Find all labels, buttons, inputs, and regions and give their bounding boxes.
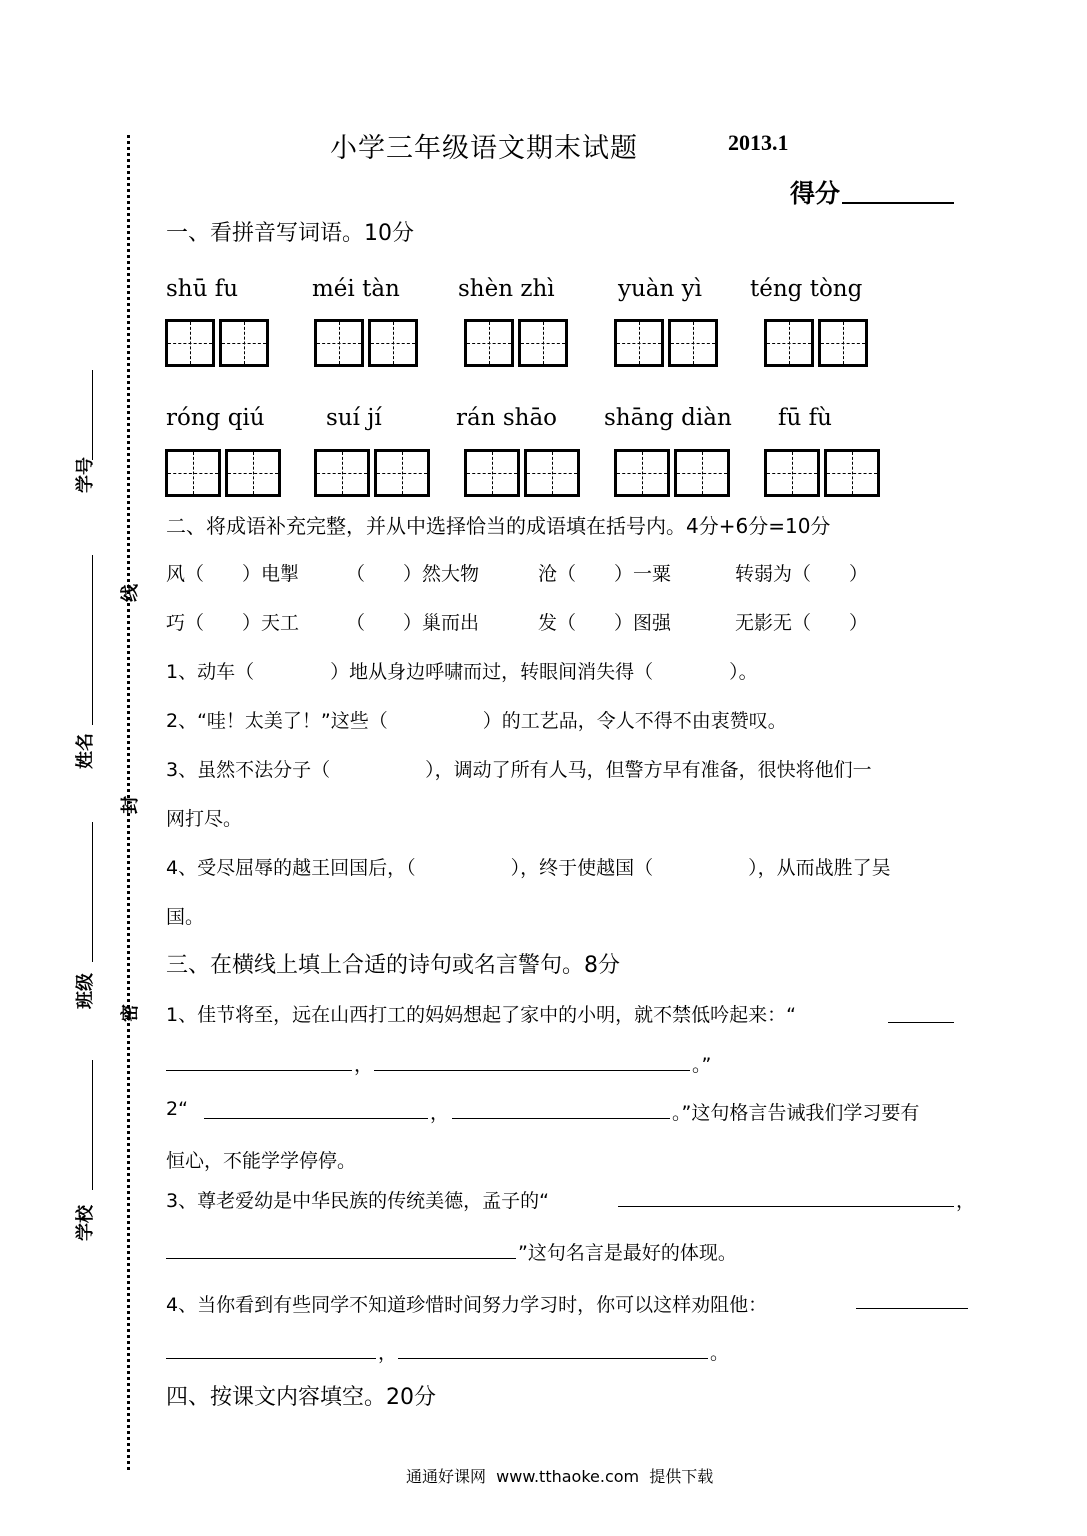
idiom-1[interactable]: 风（ ）电掣 <box>166 563 300 585</box>
poem-comma-3: ， <box>956 1190 976 1212</box>
writing-grid-2[interactable] <box>314 319 422 367</box>
writing-grid-7[interactable] <box>314 449 434 497</box>
footer-watermark: 通通好课网 www.tthaoke.com 提供下载 <box>406 1467 714 1486</box>
idiom-7[interactable]: 发（ ）图强 <box>538 612 672 634</box>
name-label: 姓名 <box>75 733 96 769</box>
pinyin-3: shèn zhì <box>458 276 555 302</box>
pinyin-5: téng tòng <box>750 276 863 302</box>
pinyin-7: suí jí <box>326 405 382 431</box>
idiom-question-1: 1、动车（ ）地从身边呼啸而过，转眼间消失得（ ）。 <box>166 661 758 683</box>
poem-blank-2a[interactable] <box>204 1096 428 1119</box>
poem-end-4: 。 <box>710 1342 730 1364</box>
pinyin-4: yuàn yì <box>618 276 702 302</box>
idiom-5[interactable]: 巧（ ）天工 <box>166 612 300 634</box>
poem-blank-4a[interactable] <box>856 1286 968 1309</box>
idiom-4[interactable]: 转弱为（ ） <box>735 563 869 585</box>
poem-question-1: 1、佳节将至，远在山西打工的妈妈想起了家中的小明，就不禁低吟起来：“ <box>166 1004 796 1026</box>
poem-comma-2: ， <box>430 1102 450 1124</box>
poem-comma-4: ， <box>378 1342 398 1364</box>
poem-question-2-end: 。”这句格言告诫我们学习要有 <box>672 1102 920 1124</box>
poem-comma-1: ， <box>354 1054 374 1076</box>
idiom-question-3: 3、虽然不法分子（ ），调动了所有人马，但警方早有准备，很快将他们一 <box>166 759 872 781</box>
poem-blank-3b[interactable] <box>166 1236 516 1259</box>
score-label: 得分 <box>790 179 841 208</box>
idiom-question-4-cont: 国。 <box>166 906 205 928</box>
idiom-question-2: 2、“哇！太美了！”这些（ ）的工艺品，令人不得不由衷赞叹。 <box>166 710 787 732</box>
idiom-8[interactable]: 无影无（ ） <box>735 612 869 634</box>
student-id-label: 学号 <box>75 457 96 493</box>
poem-blank-3a[interactable] <box>618 1184 954 1207</box>
idiom-2[interactable]: （ ）然大物 <box>346 563 480 585</box>
seal-char-seal: 封 <box>120 796 141 814</box>
student-id-line <box>92 370 93 460</box>
section1-heading: 一、看拼音写词语。10分 <box>166 221 414 246</box>
poem-question-2-cont: 恒心，不能学学停停。 <box>166 1150 357 1172</box>
writing-grid-1[interactable] <box>165 319 273 367</box>
writing-grid-8[interactable] <box>464 449 584 497</box>
pinyin-9: shāng diàn <box>604 405 732 431</box>
score-blank[interactable] <box>842 202 954 204</box>
writing-grid-9[interactable] <box>614 449 734 497</box>
pinyin-10: fū fù <box>778 405 832 431</box>
poem-question-3: 3、尊老爱幼是中华民族的传统美德，孟子的“ <box>166 1190 549 1212</box>
school-label: 学校 <box>75 1205 96 1241</box>
exam-title: 小学三年级语文期末试题 <box>330 133 638 164</box>
poem-blank-1c[interactable] <box>374 1048 690 1071</box>
poem-blank-1a[interactable] <box>888 1000 954 1023</box>
section4-heading: 四、按课文内容填空。20分 <box>166 1385 436 1410</box>
writing-grid-4[interactable] <box>614 319 722 367</box>
writing-grid-3[interactable] <box>464 319 572 367</box>
exam-date: 2013.1 <box>728 130 789 155</box>
poem-end-1: 。” <box>692 1054 712 1076</box>
poem-question-3-end: ”这句名言是最好的体现。 <box>518 1242 737 1264</box>
writing-grid-10[interactable] <box>764 449 884 497</box>
class-label: 班级 <box>75 973 96 1009</box>
writing-grid-6[interactable] <box>165 449 285 497</box>
seal-char-line: 线 <box>120 584 141 602</box>
idiom-question-3-cont: 网打尽。 <box>166 808 243 830</box>
poem-blank-4c[interactable] <box>398 1336 708 1359</box>
poem-blank-1b[interactable] <box>166 1048 352 1071</box>
section3-heading: 三、在横线上填上合适的诗句或名言警句。8分 <box>166 953 620 978</box>
section2-heading: 二、将成语补充完整，并从中选择恰当的成语填在括号内。4分+6分=10分 <box>166 514 831 538</box>
idiom-6[interactable]: （ ）巢而出 <box>346 612 480 634</box>
pinyin-6: róng qiú <box>166 405 265 431</box>
pinyin-1: shū fu <box>166 276 239 302</box>
poem-blank-4b[interactable] <box>166 1336 376 1359</box>
pinyin-2: méi tàn <box>312 276 400 302</box>
seal-char-tight: 密 <box>120 1004 141 1022</box>
poem-question-4: 4、当你看到有些同学不知道珍惜时间努力学习时，你可以这样劝阻他： <box>166 1294 768 1316</box>
writing-grid-5[interactable] <box>764 319 872 367</box>
poem-question-2-start: 2“ <box>166 1098 188 1120</box>
pinyin-8: rán shāo <box>456 405 558 431</box>
class-line <box>92 822 93 962</box>
idiom-question-4: 4、受尽屈辱的越王回国后，（ ），终于使越国（ ），从而战胜了吴 <box>166 857 891 879</box>
name-line <box>92 555 93 725</box>
idiom-3[interactable]: 沧（ ）一粟 <box>538 563 672 585</box>
poem-blank-2b[interactable] <box>452 1096 670 1119</box>
school-line <box>92 1060 93 1190</box>
